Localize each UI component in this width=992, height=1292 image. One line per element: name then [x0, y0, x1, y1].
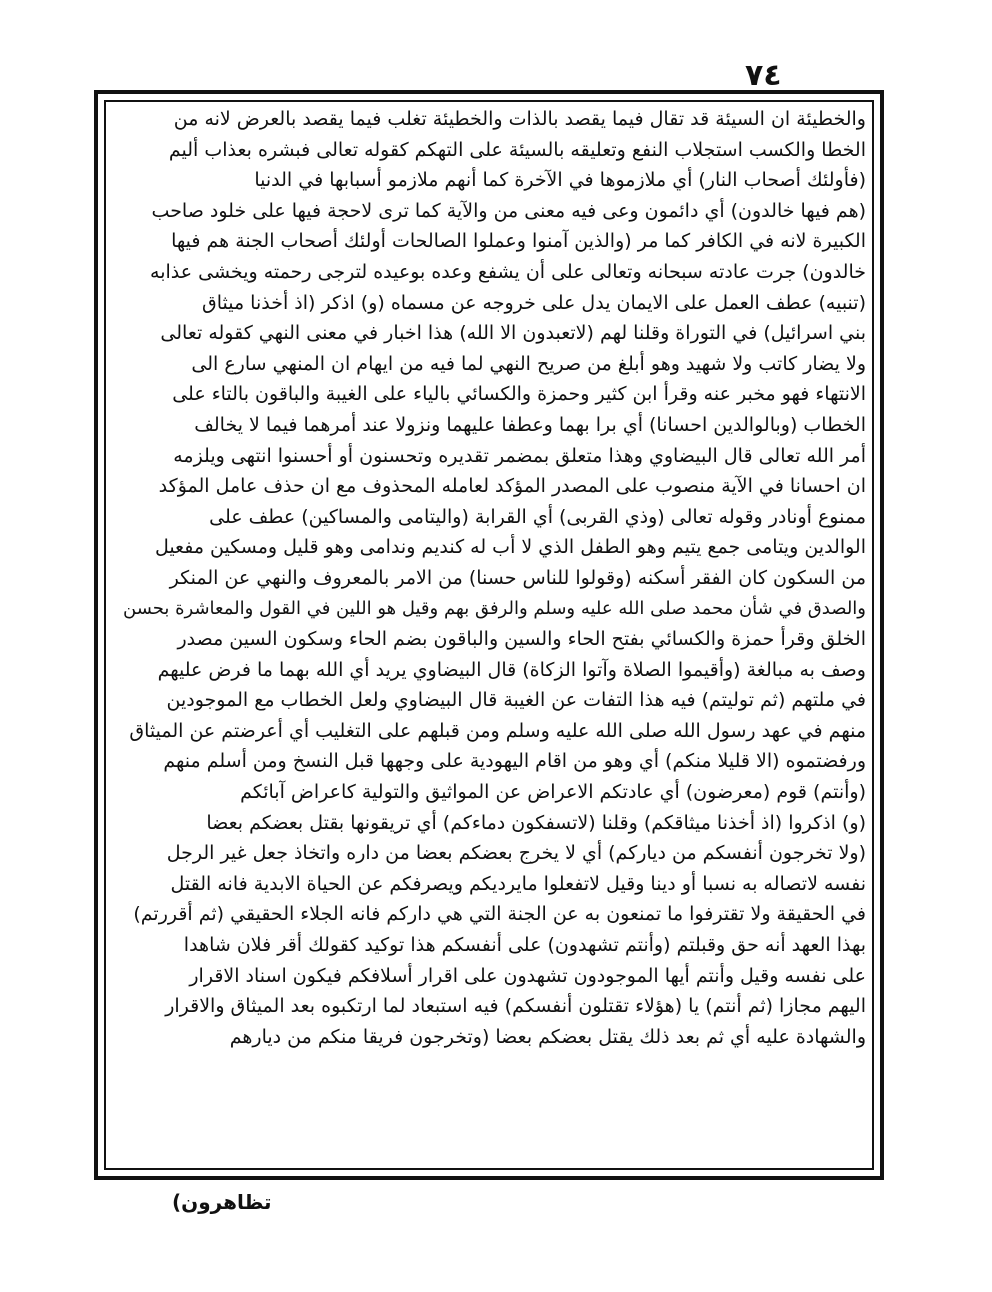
text-line: من السكون كان الفقر أسكنه (وقولوا للناس حسنا) من الامر بالمعروف والنهي عن المنكر	[169, 566, 866, 589]
text-line: في ملتهم (ثم توليتم) فيه هذا التفات عن الغيبة قال البيضاوي ولعل الخطاب مع الموجودين	[166, 689, 866, 712]
text-line: في الحقيقة ولا تقترفوا ما تمنعون به عن الجنة التي هي داركم فانه الجلاء الحقيقي (ثم أقررتم)	[133, 903, 866, 926]
text-line: الخطا والكسب استجلاب النفع وتعليقه بالسيئة على التهكم كقوله تعالى فبشره بعذاب أليم	[168, 138, 866, 161]
text-line: الخطاب (وبالوالدين احسانا) أي برا بهما وعطفا عليهما ونزولا عند أمرهما فيما لا يخالف	[194, 413, 866, 436]
text-line: ان احسانا في الآية منصوب على المصدر المؤكد لعامله المحذوف مع ان حذف عامل المؤكد	[158, 475, 866, 498]
text-line: خالدون) جرت عادته سبحانه وتعالى على أن يشفع وعده بوعيده لترجى رحمته ويخشى عذابه	[150, 260, 866, 283]
text-line: (هم فيها خالدون) أي دائمون وعى فيه معنى من والآية كما ترى لاحجة فيها على خلود صاحب	[151, 199, 866, 222]
text-line: (فأولئك أصحاب النار) أي ملازموها في الآخرة كما أنهم ملازمو أسبابها في الدنيا	[254, 169, 866, 192]
text-line: الانتهاء فهو مخبر عنه وقرأ ابن كثير وحمزة والكسائي بالياء على الغيبة والباقون بالتاء على	[172, 383, 866, 406]
text-line	[112, 1114, 866, 1145]
catchword: تظاهرون)	[172, 1190, 272, 1214]
text-line: على نفسه وقيل وأنتم أيها الموجودون تشهدون على اقرار أسلافكم فيكون اسناد الاقرار	[189, 964, 866, 987]
text-line: منهم في عهد رسول الله صلى الله عليه وسلم ومن قبلهم على التغليب أي أعرضتم عن الميثاق	[129, 719, 866, 742]
text-line: والخطيئة ان السيئة قد تقال فيما يقصد بالذات والخطيئة تغلب فيما يقصد بالعرض لانه من	[173, 108, 866, 130]
text-line: ممنوع أونادر وقوله تعالى (وذي القربى) أي القرابة (واليتامى والمساكين) عطف على	[209, 505, 866, 528]
text-line: الخلق وقرأ حمزة والكسائي بفتح الحاء والسين والباقون بضم الحاء وسكون السين مصدر	[177, 628, 866, 651]
text-line	[112, 1083, 866, 1114]
text-line: اليهم مجازا (ثم أنتم) يا (هؤلاء تقتلون أنفسكم) فيه استبعاد لما ارتكبوه بعد الميثاق والاقرار	[165, 995, 866, 1018]
body-text	[112, 104, 866, 1175]
text-line: (ولا تخرجون أنفسكم من دياركم) أي لا يخرج بعضكم بعضا من داره واتخاذ جعل غير الرجل	[166, 842, 866, 865]
text-line: الوالدين ويتامى جمع يتيم وهو الطفل الذي لا أب له كنديم وندامى وهو قليل ومسكين مفعيل	[154, 536, 866, 559]
text-line: أمر الله تعالى قال البيضاوي وهذا متعلق بمضمر تقديره وتحسنون أو أحسنوا انتهى ويلزمه	[173, 444, 866, 467]
text-line: ولا يضار كاتب ولا شهيد وهو أبلغ من صريح النهي لما فيه من ايهام ان المنهي سارع الى	[191, 352, 866, 375]
page-number: ٧٤	[745, 58, 782, 93]
text-line: بهذا العهد أنه حق وقبلتم (وأنتم تشهدون) على أنفسكم هذا توكيد كقولك أقر فلان شاهدا	[183, 934, 866, 957]
text-line: ورفضتموه (الا قليلا منكم) أي وهو من اقام اليهودية على وجهها قبل النسخ ومن أسلم منهم	[163, 750, 866, 773]
text-line: (و) اذكروا (اذ أخذنا ميثاقكم) وقلنا (لاتسفكون دماءكم) أي تريقونها بقتل بعضكم بعضا	[206, 811, 866, 834]
text-line	[112, 1144, 866, 1175]
text-line: والصدق في شأن محمد صلى الله عليه وسلم والرفق بهم وقيل هو اللين في القول والمعاشرة بحسن	[123, 597, 866, 619]
text-line: بني اسرائيل) في التوراة وقلنا لهم (لاتعبدون الا الله) هذا اخبار في معنى النهي كقوله تعالى	[160, 322, 866, 345]
text-line: نفسه لاتصاله به نسبا أو دينا وقيل لاتفعلوا مايرديكم ويصرفكم عن الحياة الابدية فانه القتل	[170, 872, 866, 895]
text-line: وصف به مبالغة (وأقيموا الصلاة وآتوا الزكاة) قال البيضاوي يريد أي الله بهما ما فرض عليهم	[157, 658, 866, 681]
text-line: والشهادة عليه أي ثم بعد ذلك يقتل بعضكم بعضا (وتخرجون فريقا منكم من ديارهم	[229, 1025, 866, 1048]
text-line: (وأنتم) قوم (معرضون) أي عادتكم الاعراض عن المواثيق والتولية كاعراض آبائكم	[240, 781, 866, 804]
text-line	[112, 1052, 866, 1083]
text-line: الكبيرة لانه في الكافر كما مر (والذين آمنوا وعملوا الصالحات أولئك أصحاب الجنة هم فيها	[171, 230, 866, 253]
text-line: (تنبيه) عطف العمل على الايمان يدل على خروجه عن مسماه (و) اذكر (اذ أخذنا ميثاق	[201, 291, 866, 314]
